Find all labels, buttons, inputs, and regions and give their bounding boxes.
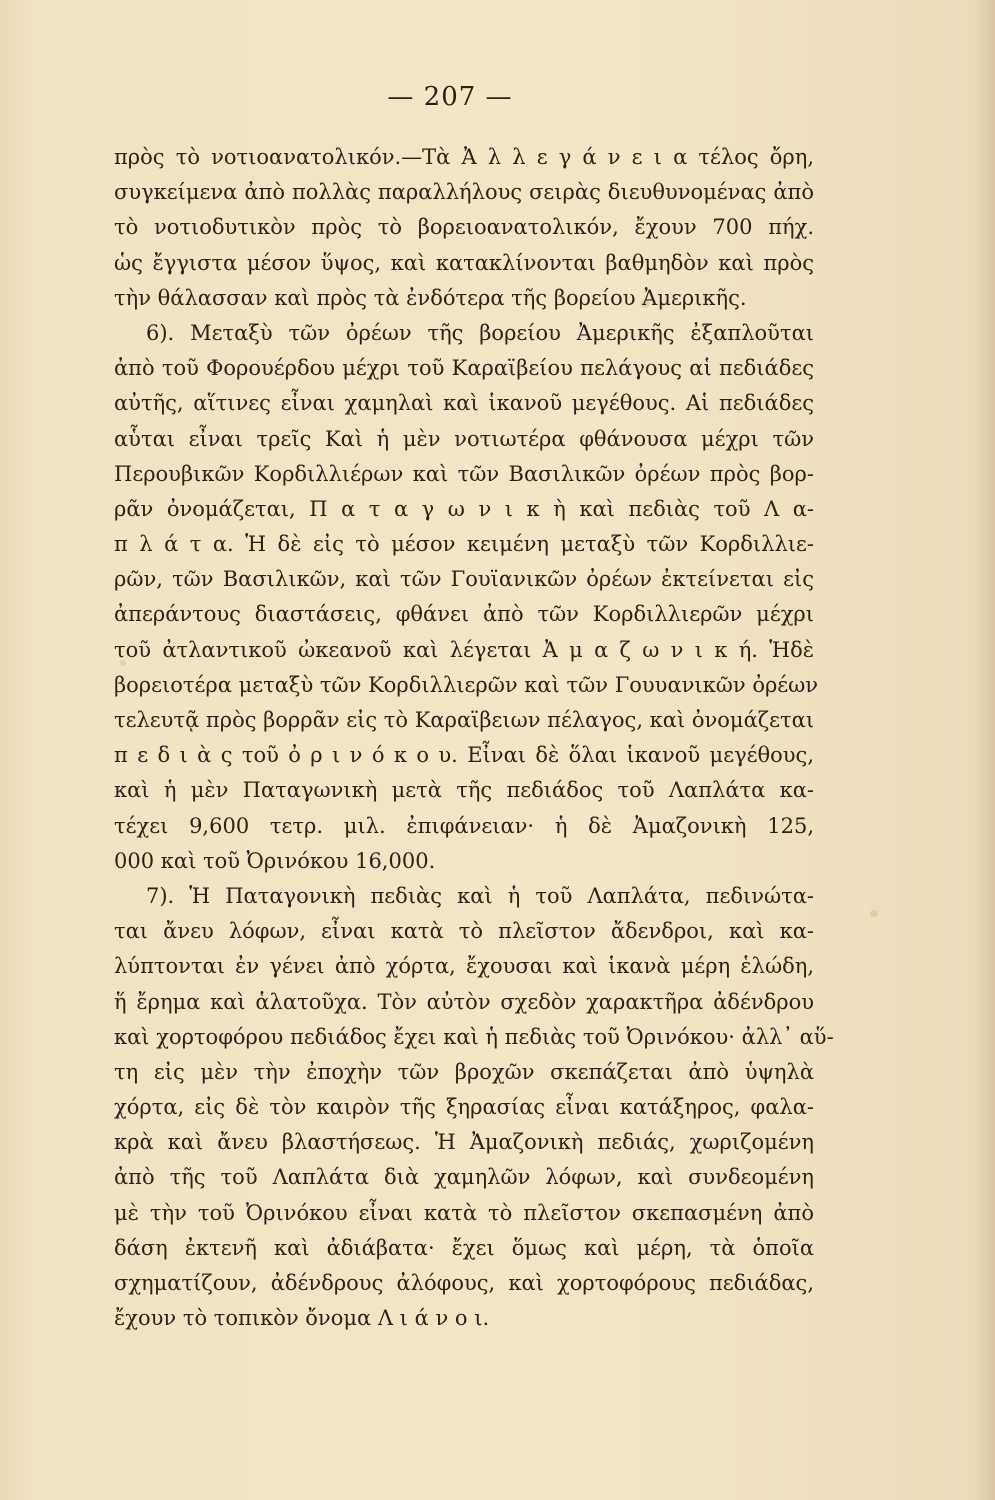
text-line: ἀπὸ τῆς τοῦ Λαπλάτα διὰ χαμηλῶν λόφων, καὶ συνδεομένη — [114, 1165, 814, 1190]
text-line: σχηματίζουν, ἀδένδρους ἀλόφους, καὶ χορτοφόρους πεδιάδας, — [114, 1271, 814, 1295]
text-line: Περουβικῶν Κορδιλλιέρων καὶ τῶν Βασιλικῶν ὀρέων πρὸς βορ- — [114, 461, 814, 486]
text-line: ρῶν, τῶν Βασιλικῶν, καὶ τῶν Γουϊανικῶν ὀρέων ἐκτείνεται εἰς — [114, 567, 814, 592]
page-number: — 207 — — [387, 82, 513, 112]
text-line: χόρτα, εἰς δὲ τὸν καιρὸν τῆς ξηρασίας εἶναι κατάξηρος, φαλα- — [114, 1095, 814, 1120]
text-line: ται ἄνευ λόφων, εἶναι κατὰ τὸ πλεῖστον ἄδενδροι, καὶ κα- — [114, 919, 814, 944]
text-line: συγκείμενα ἀπὸ πολλὰς παραλλήλους σειρὰς διευθυνομένας ἀπὸ — [114, 180, 814, 205]
text-line: 7). Ἡ Παταγονικὴ πεδιὰς καὶ ἡ τοῦ Λαπλάτα, πεδινώτα- — [146, 883, 814, 908]
text-line: τὸ νοτιοδυτικὸν πρὸς τὸ βορειοανατολικόν, ἔχουν 700 πήχ. — [114, 215, 814, 240]
text-line: κρὰ καὶ ἄνευ βλαστήσεως. Ἡ Ἀμαζονικὴ πεδιάς, χωριζομένη — [114, 1130, 814, 1155]
text-line: τέχει 9,600 τετρ. μιλ. ἐπιφάνειαν· ἡ δὲ Ἀμαζονικὴ 125, — [114, 813, 814, 838]
text-line: ἥ ἔρημα καὶ ἁλατοῦχα. Τὸν αὐτὸν σχεδὸν χαρακτῆρα ἀδένδρου — [114, 989, 814, 1014]
text-line: 000 καὶ τοῦ Ὀρινόκου 16,000. — [114, 848, 436, 873]
text-line: λύπτονται ἐν γένει ἀπὸ χόρτα, ἔχουσαι καὶ ἱκανὰ μέρη ἑλώδη, — [114, 954, 814, 979]
text-line: ἔχουν τὸ τοπικὸν ὄνομα Λ ι ά ν ο ι. — [114, 1306, 490, 1331]
paper-stain — [870, 910, 878, 917]
text-line: π λ ά τ α. Ἡ δὲ εἰς τὸ μέσον κειμένη μεταξὺ τῶν Κορδιλλιε- — [114, 532, 814, 557]
text-line: 6). Μεταξὺ τῶν ὀρέων τῆς βορείου Ἀμερικῆς ἐξαπλοῦται — [146, 320, 814, 345]
text-line: τελευτᾷ πρὸς βορρᾶν εἰς τὸ Καραϊβειων πέλαγος, καὶ ὀνομάζεται — [114, 708, 815, 732]
text-line: ἀπεράντους διαστάσεις, φθάνει ἀπὸ τῶν Κορδιλλιερῶν μέχρι — [114, 602, 814, 627]
text-line: τοῦ ἀτλαντικοῦ ὠκεανοῦ καὶ λέγεται Ἀ μ α ζ ω ν ι κ ή. Ἡδὲ — [114, 637, 814, 662]
text-line: ὡς ἔγγιστα μέσον ὕψος, καὶ κατακλίνονται βαθμηδὸν καὶ πρὸς — [114, 250, 814, 275]
text-line: ἀπὸ τοῦ Φορουέρδου μέχρι τοῦ Καραϊβείου πελάγους αἱ πεδιάδες — [114, 356, 814, 381]
page-edge-shadow — [973, 0, 995, 1500]
text-line: μὲ τὴν τοῦ Ὀρινόκου εἶναι κατὰ τὸ πλεῖστον σκεπασμένη ἀπὸ — [114, 1200, 814, 1225]
text-line: πρὸς τὸ νοτιοανατολικόν.—Τὰ Ἀ λ λ ε γ ά ν ε ι α τέλος ὄρη, — [114, 145, 814, 169]
text-line: ρᾶν ὀνομάζεται, Π α τ α γ ω ν ι κ ὴ καὶ πεδιὰς τοῦ Λ α- — [114, 496, 814, 521]
text-line: τη εἰς μὲν τὴν ἐποχὴν τῶν βροχῶν σκεπάζεται ἀπὸ ὑψηλὰ — [114, 1059, 814, 1084]
text-line: δάση ἐκτενῆ καὶ ἀδιάβατα· ἔχει ὅμως καὶ μέρη, τὰ ὁποῖα — [114, 1235, 814, 1260]
text-line: καὶ ἡ μὲν Παταγωνικὴ μετὰ τῆς πεδιάδος τοῦ Λαπλάτα κα- — [114, 778, 814, 803]
text-line: καὶ χορτοφόρου πεδιάδος ἔχει καὶ ἡ πεδιὰς τοῦ Ὀρινόκου· ἀλλ᾽ αὕ- — [114, 1024, 834, 1049]
text-line: αὗται εἶναι τρεῖς Καὶ ἡ μὲν νοτιωτέρα φθάνουσα μέχρι τῶν — [114, 426, 814, 451]
text-line: π ε δ ι ὰ ς τοῦ ὀ ρ ι ν ό κ ο υ. Εἶναι δὲ ὅλαι ἱκανοῦ μεγέθους, — [114, 743, 814, 768]
text-line: βορειοτέρα μεταξὺ τῶν Κορδιλλιερῶν καὶ τῶν Γουυανικῶν ὀρέων — [114, 672, 819, 697]
text-line: αὐτῆς, αἵτινες εἶναι χαμηλαὶ καὶ ἱκανοῦ μεγέθους. Αἱ πεδιάδες — [114, 391, 814, 416]
text-line: τὴν θάλασσαν καὶ πρὸς τὰ ἐνδότερα τῆς βορείου Ἀμερικῆς. — [114, 285, 747, 310]
body-text — [114, 140, 834, 1336]
